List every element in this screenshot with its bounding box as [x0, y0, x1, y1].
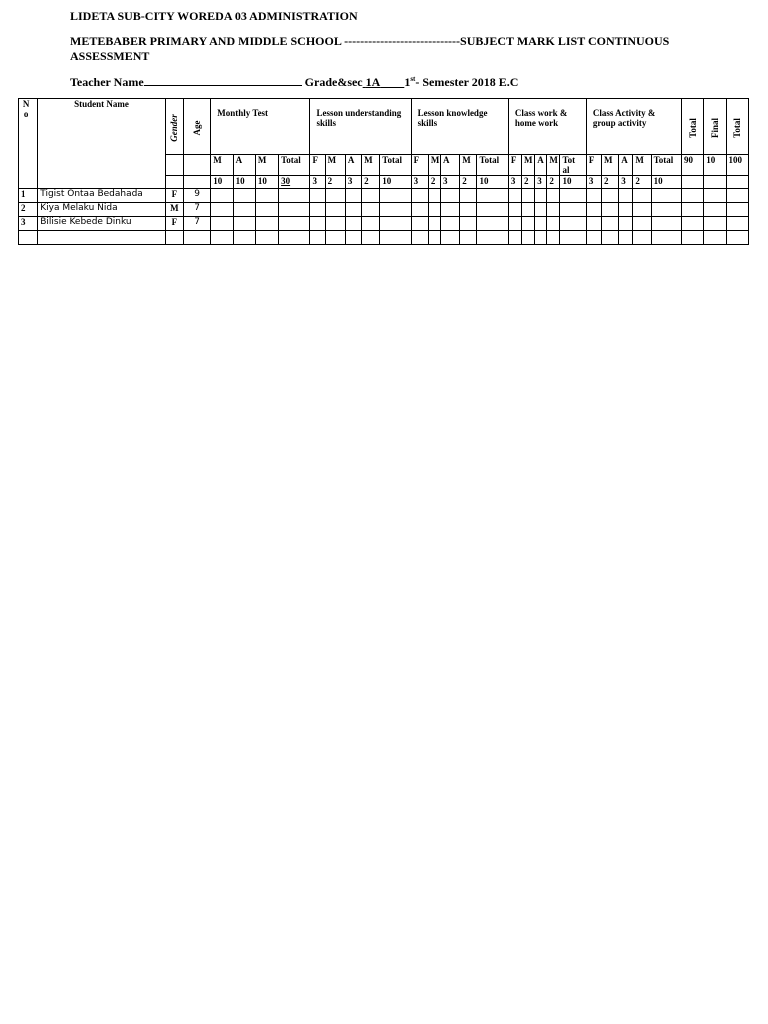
score-cell [441, 231, 460, 245]
subcol-header: F [586, 155, 601, 176]
weight-cell: 10 [211, 176, 233, 189]
subcol-header: M [522, 155, 535, 176]
score-cell [651, 203, 681, 217]
score-cell [522, 203, 535, 217]
subcol-header: Total [279, 155, 310, 176]
subcol-header: M [428, 155, 440, 176]
table-row [19, 203, 749, 217]
age-sub-blank [183, 155, 210, 176]
col-grand-total-header: Total [726, 99, 748, 155]
grade-label: Grade&sec [304, 75, 363, 89]
score-cell [325, 189, 345, 203]
score-cell [477, 203, 508, 217]
score-cell [255, 231, 278, 245]
subcol-header: F [508, 155, 521, 176]
score-cell [522, 217, 535, 231]
score-cell [560, 189, 586, 203]
weight-cell: 10 [651, 176, 681, 189]
semester-number: 1 [404, 75, 411, 89]
semester-ordinal: st [410, 75, 416, 83]
score-cell [535, 189, 547, 203]
score-cell [704, 231, 726, 245]
weight-cell: 3 [441, 176, 460, 189]
score-cell [411, 231, 428, 245]
score-cell [233, 231, 255, 245]
subcol-header: M [255, 155, 278, 176]
score-cell [508, 231, 521, 245]
table-row [19, 231, 749, 245]
score-cell [682, 189, 704, 203]
score-cell [411, 189, 428, 203]
student-age: 7 [183, 203, 210, 217]
score-cell [586, 203, 601, 217]
score-cell [279, 231, 310, 245]
score-cell [619, 231, 633, 245]
score-cell [704, 189, 726, 203]
score-cell [460, 231, 477, 245]
score-cell [477, 217, 508, 231]
summary-weight-blank [726, 176, 748, 189]
score-cell [586, 189, 601, 203]
score-cell [345, 231, 361, 245]
subcol-header: M [633, 155, 651, 176]
weight-cell: 10 [380, 176, 411, 189]
score-cell [508, 189, 521, 203]
score-cell [602, 217, 619, 231]
student-gender: F [165, 189, 183, 203]
student-age: 9 [183, 189, 210, 203]
col-final-header: Final [704, 99, 726, 155]
score-cell [428, 231, 440, 245]
score-cell [726, 231, 748, 245]
score-cell [651, 189, 681, 203]
score-cell [633, 189, 651, 203]
score-cell [619, 203, 633, 217]
summary-weight: 100 [726, 155, 748, 176]
col-gender-header: Gender [165, 99, 183, 155]
subcol-header: F [411, 155, 428, 176]
score-cell [619, 217, 633, 231]
score-cell [704, 203, 726, 217]
score-cell [633, 217, 651, 231]
score-cell [560, 231, 586, 245]
summary-weight: 10 [704, 155, 726, 176]
row-number: 3 [19, 217, 38, 231]
weight-cell: 10 [477, 176, 508, 189]
score-cell [547, 203, 560, 217]
weight-cell: 2 [325, 176, 345, 189]
score-cell [602, 189, 619, 203]
score-cell [726, 203, 748, 217]
subcol-header: M [362, 155, 380, 176]
subcol-header: A [233, 155, 255, 176]
weight-cell: 10 [560, 176, 586, 189]
score-cell [211, 189, 233, 203]
weight-cell: 30 [279, 176, 310, 189]
summary-weight-blank [704, 176, 726, 189]
weight-cell: 2 [547, 176, 560, 189]
score-cell [380, 217, 411, 231]
gender-sub-blank [165, 155, 183, 176]
score-cell [602, 203, 619, 217]
col-student-header: Student Name [38, 99, 166, 189]
student-gender [165, 231, 183, 245]
score-cell [211, 203, 233, 217]
student-gender: F [165, 217, 183, 231]
group-monthly-test: Monthly Test [211, 99, 310, 155]
score-cell [586, 231, 601, 245]
subcol-header: M [547, 155, 560, 176]
subcol-header: M [325, 155, 345, 176]
score-cell [255, 189, 278, 203]
score-cell [460, 217, 477, 231]
score-cell [547, 189, 560, 203]
score-cell [619, 189, 633, 203]
grade-value: 1A [365, 75, 381, 89]
weight-cell: 2 [633, 176, 651, 189]
score-cell [460, 203, 477, 217]
group-lesson-understanding: Lesson understanding skills [310, 99, 411, 155]
score-cell [560, 203, 586, 217]
score-cell [380, 189, 411, 203]
col-no-header: N o [19, 99, 38, 189]
col-age-header: Age [183, 99, 210, 155]
score-cell [310, 231, 325, 245]
score-cell [310, 189, 325, 203]
semester-label: - Semester 2018 E.C [415, 75, 519, 89]
score-cell [325, 203, 345, 217]
score-cell [380, 203, 411, 217]
student-name: Bilisie Kebede Dinku [38, 217, 166, 231]
weight-cell: 2 [362, 176, 380, 189]
score-cell [535, 231, 547, 245]
score-cell [380, 231, 411, 245]
teacher-name-blank [144, 74, 302, 86]
student-rows [19, 189, 749, 245]
weight-cell: 2 [428, 176, 440, 189]
table-row [19, 189, 749, 203]
student-gender: M [165, 203, 183, 217]
score-cell [362, 203, 380, 217]
score-cell [508, 217, 521, 231]
score-cell [460, 189, 477, 203]
weight-cell: 2 [522, 176, 535, 189]
score-cell [255, 217, 278, 231]
score-cell [211, 231, 233, 245]
score-cell [522, 189, 535, 203]
subcol-header: Total [380, 155, 411, 176]
student-name: Tigist Ontaa Bedahada [38, 189, 166, 203]
weight-cell: 10 [255, 176, 278, 189]
score-cell [211, 217, 233, 231]
score-cell [560, 217, 586, 231]
subcol-header: Total [477, 155, 508, 176]
subcol-header: Tot al [560, 155, 586, 176]
col-total-header: Total [682, 99, 704, 155]
score-cell [325, 217, 345, 231]
score-cell [362, 231, 380, 245]
table-row [19, 217, 749, 231]
row-number: 1 [19, 189, 38, 203]
score-cell [477, 189, 508, 203]
score-cell [255, 203, 278, 217]
summary-weight: 90 [682, 155, 704, 176]
score-cell [310, 217, 325, 231]
subcol-header: M [602, 155, 619, 176]
score-cell [441, 217, 460, 231]
score-cell [325, 231, 345, 245]
gender-weight-blank [165, 176, 183, 189]
score-cell [651, 217, 681, 231]
score-cell [682, 217, 704, 231]
weight-cell: 3 [535, 176, 547, 189]
row-number: 2 [19, 203, 38, 217]
score-cell [547, 217, 560, 231]
score-cell [345, 217, 361, 231]
school-heading: METEBABER PRIMARY AND MIDDLE SCHOOL -----------------------------SUBJECT MARK LIST CONTINUOUS ASSESSMENT [70, 34, 670, 63]
weight-cell: 3 [619, 176, 633, 189]
score-cell [279, 203, 310, 217]
score-cell [362, 217, 380, 231]
subcol-header: F [310, 155, 325, 176]
score-cell [428, 203, 440, 217]
student-age [183, 231, 210, 245]
score-cell [345, 203, 361, 217]
score-cell [508, 203, 521, 217]
group-lesson-knowledge: Lesson knowledge skills [411, 99, 508, 155]
header-row-groups [19, 99, 749, 155]
teacher-label: Teacher Name [70, 75, 144, 89]
subcol-header: A [345, 155, 361, 176]
mark-list-table [18, 98, 749, 245]
score-cell [428, 189, 440, 203]
weight-cell: 3 [310, 176, 325, 189]
subcol-header: A [535, 155, 547, 176]
weight-cell: 3 [411, 176, 428, 189]
score-cell [726, 217, 748, 231]
score-cell [477, 231, 508, 245]
score-cell [547, 231, 560, 245]
group-class-work: Class work & home work [508, 99, 586, 155]
score-cell [633, 231, 651, 245]
student-age: 7 [183, 217, 210, 231]
row-number [19, 231, 38, 245]
subcol-header: M [211, 155, 233, 176]
score-cell [522, 231, 535, 245]
teacher-grade-line [70, 74, 518, 90]
score-cell [345, 189, 361, 203]
group-class-activity: Class Activity & group activity [586, 99, 681, 155]
student-name [38, 231, 166, 245]
weight-cell: 10 [233, 176, 255, 189]
admin-heading: LIDETA SUB-CITY WOREDA 03 ADMINISTRATION [70, 9, 358, 23]
subcol-header: M [460, 155, 477, 176]
score-cell [411, 217, 428, 231]
subcol-header: A [441, 155, 460, 176]
score-cell [233, 217, 255, 231]
summary-weight-blank [682, 176, 704, 189]
score-cell [535, 217, 547, 231]
weight-cell: 3 [586, 176, 601, 189]
score-cell [651, 231, 681, 245]
score-cell [441, 203, 460, 217]
score-cell [310, 203, 325, 217]
score-cell [233, 189, 255, 203]
score-cell [233, 203, 255, 217]
score-cell [726, 189, 748, 203]
subcol-header: A [619, 155, 633, 176]
score-cell [535, 203, 547, 217]
weight-cell: 2 [602, 176, 619, 189]
subcol-header: Total [651, 155, 681, 176]
score-cell [682, 203, 704, 217]
age-weight-blank [183, 176, 210, 189]
score-cell [602, 231, 619, 245]
score-cell [682, 231, 704, 245]
score-cell [362, 189, 380, 203]
weight-cell: 3 [345, 176, 361, 189]
score-cell [586, 217, 601, 231]
score-cell [704, 217, 726, 231]
score-cell [428, 217, 440, 231]
weight-cell: 2 [460, 176, 477, 189]
score-cell [633, 203, 651, 217]
score-cell [279, 217, 310, 231]
weight-cell: 3 [508, 176, 521, 189]
score-cell [279, 189, 310, 203]
student-name: Kiya Melaku Nida [38, 203, 166, 217]
score-cell [411, 203, 428, 217]
score-cell [441, 189, 460, 203]
